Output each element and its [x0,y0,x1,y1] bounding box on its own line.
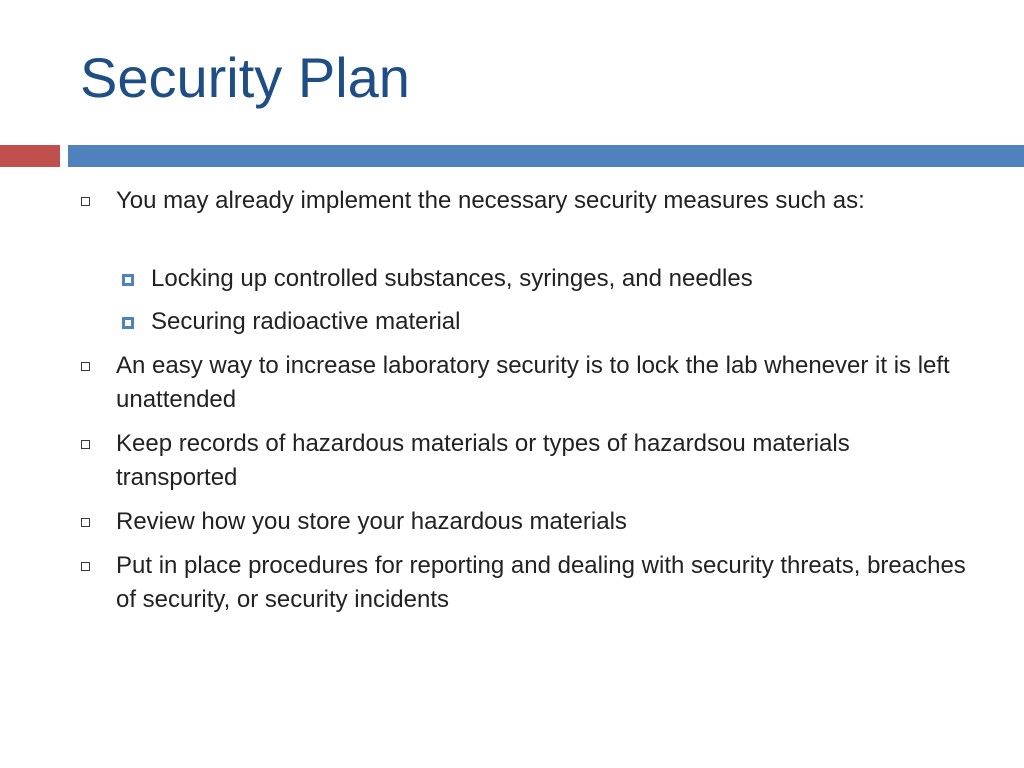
hollow-square-bullet-icon [81,562,90,571]
hollow-square-bullet-icon [81,518,90,527]
sub-bullet-text: Securing radioactive material [151,308,461,335]
filled-square-bullet-icon [122,274,134,286]
bullet-text: Review how you store your hazardous materials [116,508,627,535]
filled-square-bullet-icon [122,317,134,329]
hollow-square-bullet-icon [81,197,90,206]
hollow-square-bullet-icon [81,362,90,371]
hollow-square-bullet-icon [81,440,90,449]
bullet-text: Put in place procedures for reporting and dealing with security threats, breaches of security, or security incidents [116,552,966,613]
slide-title: Security Plan [80,46,410,109]
bullet-text: You may already implement the necessary security measures such as: [116,187,865,214]
sub-bullet-text: Locking up controlled substances, syringes, and needles [151,265,753,292]
bullet-text: An easy way to increase laboratory security is to lock the lab whenever it is left unattended [116,352,950,413]
bullet-text: Keep records of hazardous materials or types of hazardsou materials transported [116,430,850,491]
